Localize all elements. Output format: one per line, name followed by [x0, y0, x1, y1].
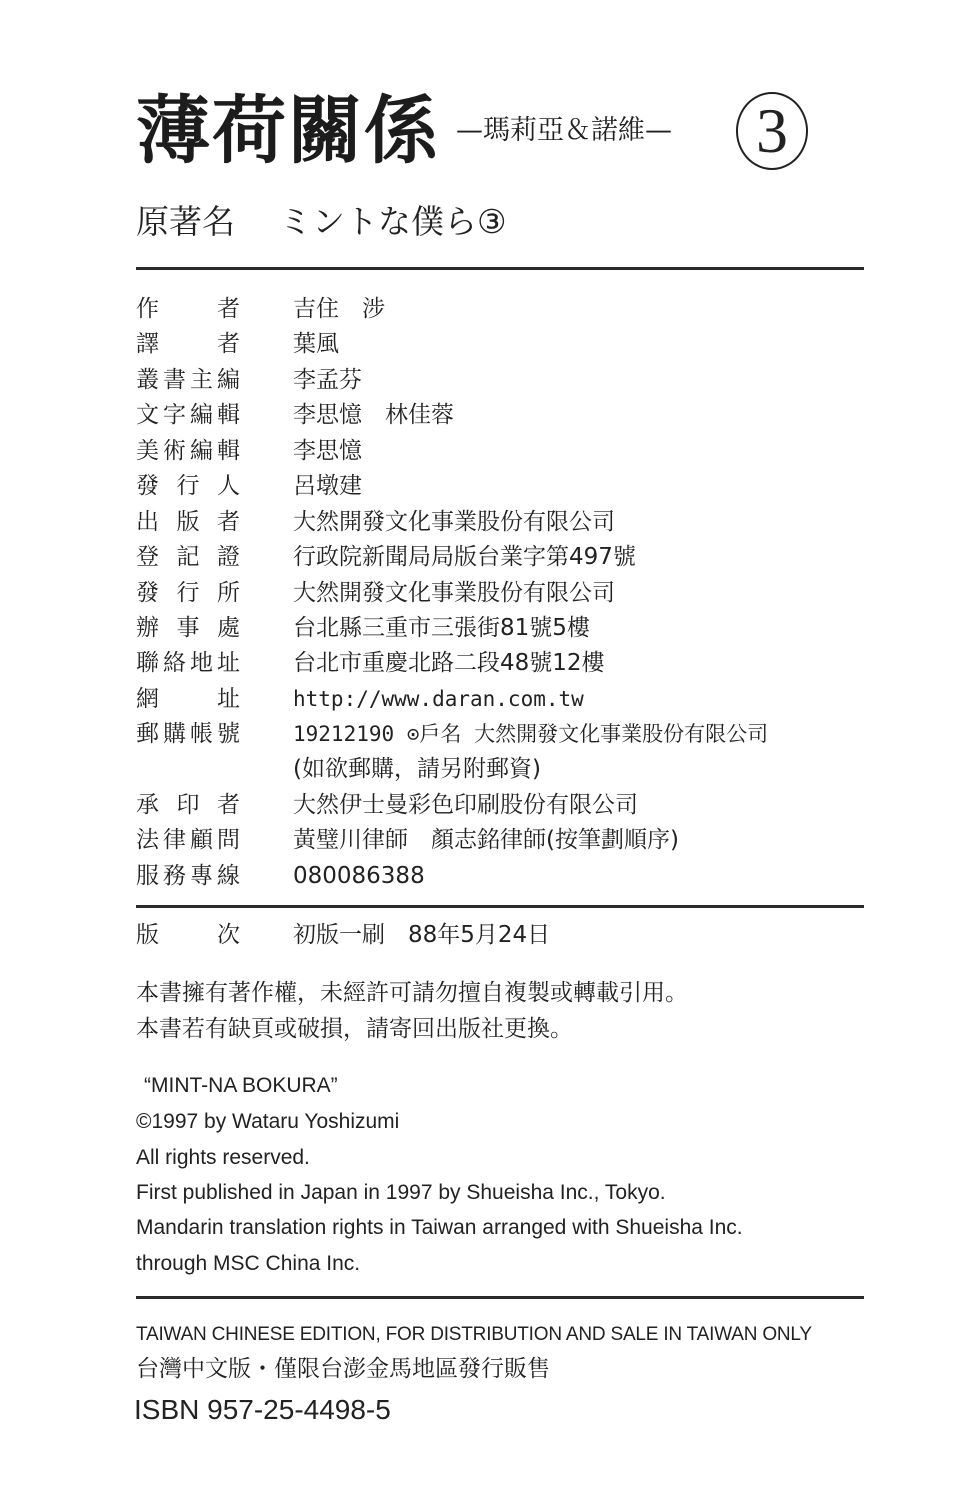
through-agent: through MSC China Inc.	[136, 1252, 361, 1275]
credit-value: 葉風	[293, 331, 339, 357]
credit-label: 聯 絡 地 址	[136, 650, 240, 676]
credit-label: 法 律 顧 問	[136, 827, 240, 853]
distribution-notice-en: TAIWAN CHINESE EDITION, FOR DISTRIBUTION AND SALE IN TAIWAN ONLY	[136, 1324, 812, 1345]
copyright-notice-2: 本書若有缺頁或破損，請寄回出版社更換。	[136, 1016, 573, 1042]
edition-value: 初版一刷 88年5月24日	[293, 922, 551, 948]
credit-value: (如欲郵購，請另附郵資)	[293, 756, 541, 782]
website-link[interactable]: http://www.daran.com.tw	[293, 687, 584, 711]
credit-label: 網 址	[136, 686, 240, 712]
isbn: ISBN 957-25-4498-5	[134, 1394, 391, 1425]
book-title: 薄荷關係	[136, 88, 440, 174]
credit-value: 大然開發文化事業股份有限公司	[293, 509, 615, 535]
first-published: First published in Japan in 1997 by Shueisha Inc., Tokyo.	[136, 1181, 666, 1204]
credit-label: 郵 購 帳 號	[136, 721, 240, 747]
rights-reserved: All rights reserved.	[136, 1146, 310, 1169]
credit-value: 黃璧川律師 顏志銘律師(按筆劃順序)	[293, 827, 679, 853]
original-title: ミントな僕ら③	[279, 202, 507, 241]
copyright-notice-1: 本書擁有著作權，未經許可請勿擅自複製或轉載引用。	[136, 980, 688, 1006]
original-title-line	[136, 200, 507, 244]
divider-credits	[136, 905, 864, 908]
credit-value: 吉住 涉	[293, 296, 385, 322]
credit-label: 服 務 專 線	[136, 863, 240, 889]
divider-bottom	[136, 1296, 864, 1299]
credit-label: 辦 事 處	[136, 615, 240, 641]
credit-label: 文 字 編 輯	[136, 402, 240, 428]
translation-rights: Mandarin translation rights in Taiwan arranged with Shueisha Inc.	[136, 1216, 743, 1239]
original-title-en: “MINT-NA BOKURA”	[144, 1074, 338, 1097]
credit-label: 登 記 證	[136, 544, 240, 570]
credit-label: 出 版 者	[136, 509, 240, 535]
credit-label: 發 行 所	[136, 580, 240, 606]
copyright-line: ©1997 by Wataru Yoshizumi	[136, 1110, 400, 1133]
credit-label: 作 者	[136, 296, 240, 322]
credit-label: 譯 者	[136, 331, 240, 357]
credit-value: 李思憶 林佳蓉	[293, 402, 454, 428]
credit-value: 080086388	[293, 863, 425, 889]
credit-value: 19212190 ⊙戶名 大然開發文化事業股份有限公司	[293, 722, 769, 746]
credit-value: 李思憶	[293, 438, 362, 464]
credit-value: 大然伊士曼彩色印刷股份有限公司	[293, 792, 638, 818]
credit-value: 大然開發文化事業股份有限公司	[293, 580, 615, 606]
credit-value: 台北縣三重市三張街81號5樓	[293, 615, 590, 641]
distribution-notice-cn: 台灣中文版・僅限台澎金馬地區發行販售	[136, 1356, 550, 1382]
edition-label: 版 次	[136, 922, 240, 948]
credit-value: 呂墩建	[293, 473, 362, 499]
book-subtitle: —瑪莉亞＆諾維—	[456, 115, 672, 146]
credit-label: 美 術 編 輯	[136, 438, 240, 464]
volume-number: 3	[756, 95, 788, 166]
divider-top	[136, 267, 864, 270]
credit-label: 叢 書 主 編	[136, 367, 240, 393]
credit-label: 承 印 者	[136, 792, 240, 818]
credit-value: 李孟芬	[293, 367, 362, 393]
credit-value: 行政院新聞局局版台業字第497號	[293, 544, 636, 570]
credit-value: 台北市重慶北路二段48號12樓	[293, 650, 605, 676]
original-title-label: 原著名	[136, 202, 235, 241]
volume-number-badge	[736, 92, 808, 170]
credit-label: 發 行 人	[136, 473, 240, 499]
